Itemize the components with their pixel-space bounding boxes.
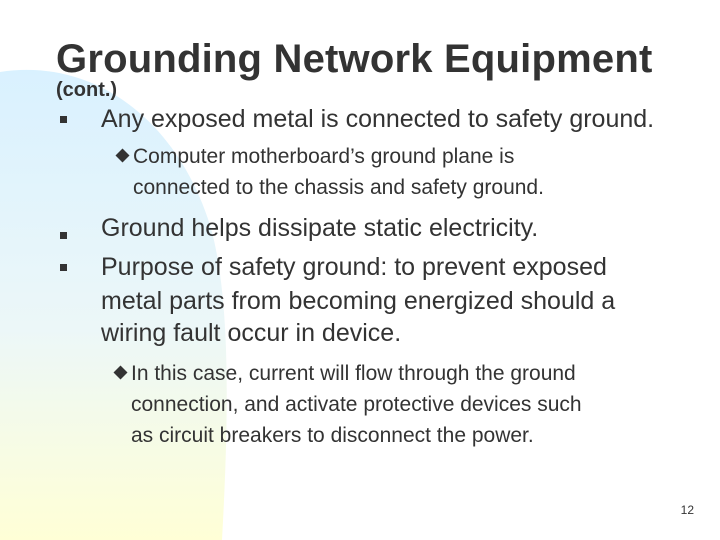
sub-bullet-text: connected to the chassis and safety ground. [133, 176, 544, 199]
square-bullet-icon [60, 232, 67, 239]
sub-bullet-text: as circuit breakers to disconnect the power. [131, 424, 534, 447]
sub-bullet-text: In this case, current will flow through the ground [131, 362, 576, 385]
diamond-bullet-icon [115, 148, 130, 163]
page-number: 12 [680, 503, 694, 517]
bullet-text: Purpose of safety ground: to prevent exposed [101, 253, 607, 281]
bullet-text: wiring fault occur in device. [101, 319, 402, 347]
diamond-bullet-icon [113, 365, 128, 380]
bullet-text: Any exposed metal is connected to safety ground. [101, 105, 655, 133]
square-bullet-icon [60, 264, 67, 271]
bullet-text: metal parts from becoming energized should a [101, 287, 616, 315]
sub-bullet-text: Computer motherboard’s ground plane is [133, 145, 515, 168]
slide-title: Grounding Network Equipment [56, 37, 653, 81]
square-bullet-icon [60, 116, 67, 123]
slide-subtitle: (cont.) [56, 79, 118, 101]
bullet-text: Ground helps dissipate static electricity. [101, 214, 539, 242]
sub-bullet-text: connection, and activate protective devices such [131, 393, 582, 416]
